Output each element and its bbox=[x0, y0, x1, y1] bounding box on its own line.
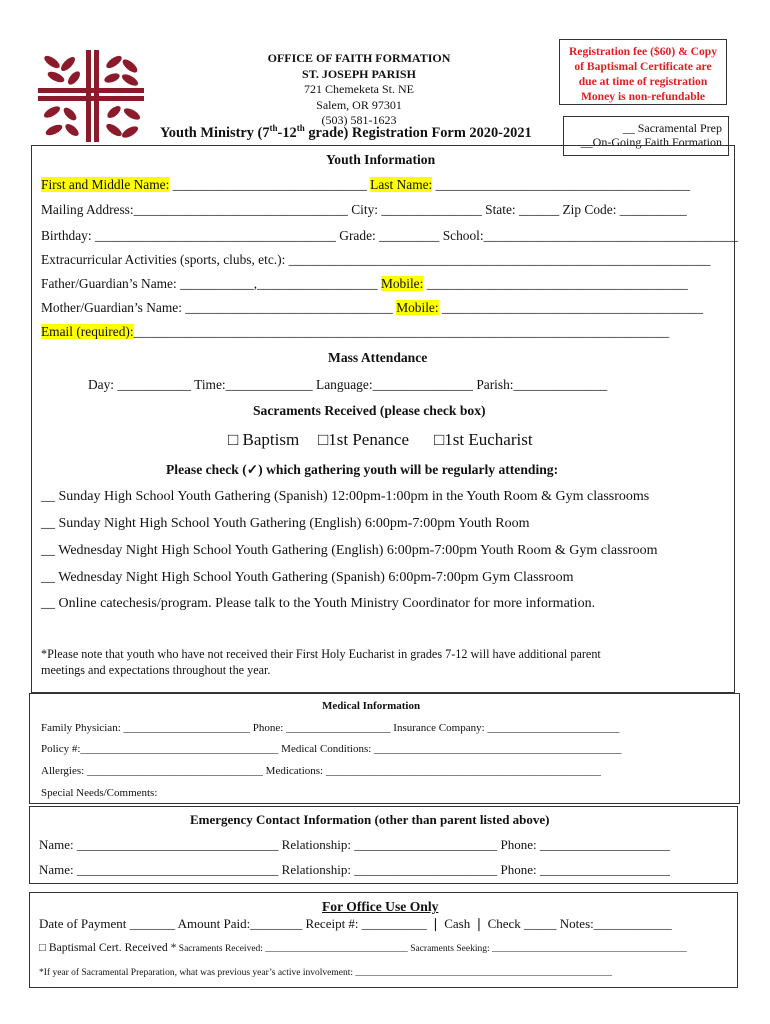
office-use-heading: For Office Use Only bbox=[322, 899, 439, 914]
checkbox-first-eucharist[interactable]: □1st Eucharist bbox=[434, 430, 533, 449]
father-mobile-field[interactable]: _______________________________________ bbox=[423, 276, 688, 291]
checkbox-first-penance[interactable]: □1st Penance bbox=[318, 430, 409, 449]
mobile-label: Mobile: bbox=[380, 276, 424, 291]
fee-notice-line: Registration fee ($60) & Copy bbox=[568, 45, 718, 58]
extracurricular-row[interactable]: Extracurricular Activities (sports, clubs, etc.): _______________________________________________________________ bbox=[41, 252, 711, 267]
parish-address-block bbox=[246, 51, 472, 129]
street-address: 721 Chemeketa St. NE bbox=[304, 82, 414, 96]
medical-heading: Medical Information bbox=[322, 700, 421, 712]
birthday-row[interactable]: Birthday: ____________________________________ Grade: _________ School:______________________________________ bbox=[41, 228, 739, 243]
gatherings-heading: Please check (✓) which gathering youth will be regularly attending: bbox=[166, 462, 559, 477]
baptismal-cert-checkbox[interactable]: □ Baptismal Cert. Received * bbox=[39, 941, 177, 954]
gathering-option[interactable]: __ Wednesday Night High School Youth Gathering (English) 6:00pm-7:00pm Youth Room & Gym classroom bbox=[41, 543, 658, 558]
mother-row bbox=[41, 300, 703, 316]
sacraments-received-field[interactable]: Sacraments Received: ______________________________ bbox=[176, 944, 411, 954]
gathering-option[interactable]: __ Wednesday Night High School Youth Gathering (Spanish) 6:00pm-7:00pm Gym Classroom bbox=[41, 570, 574, 585]
gathering-option[interactable]: __ Online catechesis/program. Please talk to the Youth Ministry Coordinator for more information. bbox=[41, 596, 596, 611]
eucharist-note-line1: *Please note that youth who have not received their First Holy Eucharist in grades 7-12 will have additional parent bbox=[41, 647, 601, 661]
father-row bbox=[41, 276, 688, 292]
email-label: Email (required): bbox=[41, 324, 134, 339]
emergency-contact-row[interactable]: Name: _______________________________ Relationship: ______________________ Phone: ____________________ bbox=[39, 862, 670, 877]
payment-row[interactable]: Date of Payment _______ Amount Paid:________ Receipt #: __________ ❘ Cash ❘ Check _____ Notes:____________ bbox=[39, 916, 672, 931]
last-name-field[interactable]: ______________________________________ bbox=[432, 177, 691, 192]
eucharist-note-line2: meetings and expectations throughout the year. bbox=[41, 663, 271, 677]
sacraments-seeking-field[interactable]: Sacraments Seeking: _________________________________________ bbox=[410, 944, 687, 954]
name-row bbox=[41, 177, 690, 193]
gathering-option[interactable]: __ Sunday High School Youth Gathering (Spanish) 12:00pm-1:00pm in the Youth Room & Gym classrooms bbox=[41, 489, 650, 504]
mother-mobile-field[interactable]: _______________________________________ bbox=[438, 300, 704, 315]
first-name-label: First and Middle Name: bbox=[41, 177, 170, 192]
parish-logo bbox=[38, 50, 144, 142]
first-name-field[interactable]: _____________________________ bbox=[169, 177, 371, 192]
parish-name: ST. JOSEPH PARISH bbox=[302, 66, 416, 81]
sacraments-record-row bbox=[39, 941, 687, 954]
emergency-contact-row[interactable]: Name: _______________________________ Relationship: ______________________ Phone: ____________________ bbox=[39, 837, 670, 852]
email-field[interactable]: ________________________________________________________________________________ bbox=[133, 324, 670, 339]
policy-row[interactable]: Policy #:____________________________________ Medical Conditions: _____________________________________________ bbox=[41, 743, 622, 755]
fee-notice-box bbox=[559, 39, 727, 105]
last-name-label: Last Name: bbox=[370, 177, 433, 192]
fee-notice-line: Money is non-refundable bbox=[580, 90, 706, 103]
sacraments-heading: Sacraments Received (please check box) bbox=[253, 403, 486, 418]
fee-notice-line: of Baptismal Certificate are bbox=[574, 60, 712, 73]
physician-row[interactable]: Family Physician: _______________________ Phone: ___________________ Insurance Company: ________________________ bbox=[41, 722, 620, 734]
fee-notice-line: due at time of registration bbox=[578, 75, 708, 88]
option-ongoing-formation[interactable]: __On-Going Faith Formation bbox=[580, 135, 722, 149]
gathering-option[interactable]: __ Sunday Night High School Youth Gathering (English) 6:00pm-7:00pm Youth Room bbox=[41, 516, 530, 531]
city-address: Salem, OR 97301 bbox=[316, 97, 402, 112]
emergency-heading: Emergency Contact Information (other than parent listed above) bbox=[190, 812, 550, 827]
parish-phone: (503) 581-1623 bbox=[321, 113, 397, 127]
mobile-label: Mobile: bbox=[396, 300, 439, 315]
mailing-address-row[interactable]: Mailing Address:________________________________ City: _______________ State: ______ Zip Code: __________ bbox=[41, 202, 687, 217]
mother-name-field[interactable]: Mother/Guardian’s Name: _______________________________ bbox=[41, 300, 397, 315]
father-name-field[interactable]: Father/Guardian’s Name: ___________,__________________ bbox=[41, 276, 381, 291]
option-sacramental-prep[interactable]: __ Sacramental Prep bbox=[622, 121, 722, 135]
form-title: Youth Ministry (7th-12th grade) Registration Form 2020-2021 bbox=[160, 123, 532, 141]
previous-involvement-row[interactable]: *If year of Sacramental Preparation, what was previous year’s active involvement: ______________________________________________________ bbox=[39, 968, 612, 978]
checkbox-baptism[interactable]: □ Baptism bbox=[228, 430, 300, 449]
special-needs-row[interactable]: Special Needs/Comments: bbox=[41, 787, 158, 799]
allergies-row[interactable]: Allergies: ________________________________ Medications: __________________________________________________ bbox=[41, 765, 601, 777]
mass-attendance-row[interactable]: Day: ___________ Time:_____________ Language:_______________ Parish:______________ bbox=[88, 377, 608, 392]
youth-info-heading: Youth Information bbox=[326, 152, 436, 167]
office-name: OFFICE OF FAITH FORMATION bbox=[267, 51, 451, 65]
email-row bbox=[41, 324, 669, 340]
mass-attendance-heading: Mass Attendance bbox=[328, 350, 428, 365]
